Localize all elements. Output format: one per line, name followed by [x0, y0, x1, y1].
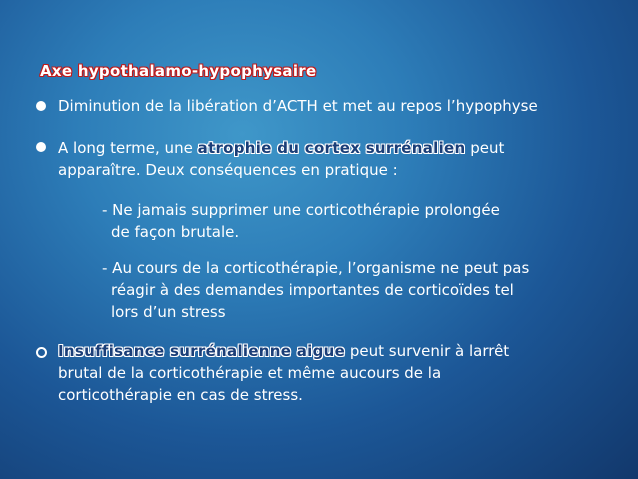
bullet-3 — [58, 340, 603, 406]
sub-bullet-1 — [102, 199, 582, 243]
sub-bullet-1-line2: de façon brutale. — [111, 223, 240, 241]
bullet-1-text: Diminution de la libération d’ACTH et met au repos l’hypophyse — [58, 97, 538, 115]
bullet-2-prefix: A long terme, une — [58, 139, 198, 157]
bullet-2-suffix: peut — [465, 139, 505, 157]
sub-bullet-1-line1: - Ne jamais supprimer une corticothérapie prolongée — [102, 201, 500, 219]
bullet-2-line2: apparaître. Deux conséquences en pratique : — [58, 161, 398, 179]
bullet-dot-icon — [36, 142, 46, 152]
bullet-3-line2: brutal de la corticothérapie et même aucours de la — [58, 364, 442, 382]
bullet-3-line3: corticothérapie en cas de stress. — [58, 386, 303, 404]
sub-bullet-2-line2: réagir à des demandes importantes de corticoïdes tel — [111, 281, 514, 299]
bullet-3-emphasis: Insuffisance surrénalienne aigue — [58, 342, 346, 360]
bullet-3-suffix: peut survenir à larrêt — [345, 342, 510, 360]
sub-bullet-2-line3: lors d’un stress — [111, 303, 226, 321]
slide-title: Axe hypothalamo-hypophysaire — [40, 62, 317, 80]
bullet-2-emphasis: atrophie du cortex surrénalien — [197, 139, 466, 157]
bullet-2 — [58, 137, 603, 181]
sub-bullet-2 — [102, 257, 582, 323]
bullet-ring-icon — [36, 347, 47, 358]
bullet-dot-icon — [36, 101, 46, 111]
sub-bullet-2-line1: - Au cours de la corticothérapie, l’organisme ne peut pas — [102, 259, 530, 277]
